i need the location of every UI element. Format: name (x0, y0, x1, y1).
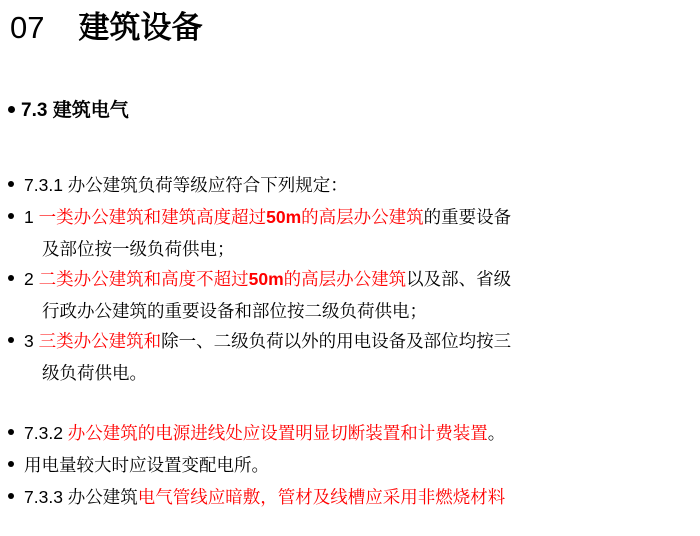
paragraph-spacer (8, 388, 694, 418)
bullet-dot-icon (8, 106, 15, 113)
bullet-dot-icon (8, 429, 14, 435)
section-heading (8, 98, 129, 124)
paragraph-text: 以及部、省级 (406, 269, 512, 289)
paragraph-7-3-2 (8, 418, 694, 448)
bullet-dot-icon (8, 337, 14, 343)
paragraph-item-2 (8, 264, 694, 294)
paragraph-text: 。 (487, 423, 506, 443)
highlight-text: 的高层办公建筑 (301, 207, 424, 227)
highlight-text: 电气管线应暗敷，管材及线槽应采用非燃烧材料 (137, 487, 506, 507)
paragraph-item-1 (8, 202, 694, 232)
bullet-dot-icon (8, 275, 14, 281)
highlight-text: 办公建筑的电源进线处应设置明显切断装置和计费装置 (67, 423, 488, 443)
bullet-dot-icon (8, 213, 14, 219)
bullet-dot-icon (8, 493, 14, 499)
bullet-dot-icon (8, 181, 14, 187)
paragraph-text: 用电量较大时应设置变配电所。 (24, 455, 269, 475)
highlight-text: 一类办公建筑和建筑高度超过 (38, 207, 267, 227)
paragraph-7-3-1 (8, 170, 694, 200)
paragraph-text: 及部位按一级负荷供电； (42, 239, 235, 259)
paragraph-item-3 (8, 326, 694, 356)
body-content (8, 170, 694, 514)
clause-number: 7.3.3 办公建筑 (24, 487, 138, 507)
bullet-dot-icon (8, 461, 14, 467)
highlight-value: 50m (248, 269, 284, 289)
section-heading-label: 7.3 建筑电气 (21, 100, 129, 121)
paragraph-text: 级负荷供电。 (42, 363, 147, 383)
highlight-value: 50m (266, 207, 302, 227)
highlight-text: 三类办公建筑和 (38, 331, 162, 351)
item-number: 1 (24, 207, 39, 227)
clause-number: 7.3.2 (24, 423, 68, 443)
paragraph-item-3-line2 (8, 358, 694, 388)
paragraph-7-3-3 (8, 482, 694, 512)
page-title-number: 07 (10, 10, 45, 45)
paragraph-text: 除一、二级负荷以外的用电设备及部位均按三 (161, 331, 512, 351)
paragraph-item-2-line2 (8, 296, 694, 326)
item-number: 3 (24, 331, 39, 351)
paragraph-item-1-line2 (8, 234, 694, 264)
highlight-text: 的高层办公建筑 (283, 269, 407, 289)
page-title (10, 8, 202, 48)
paragraph-text: 的重要设备 (423, 207, 512, 227)
highlight-text: 二类办公建筑和高度不超过 (38, 269, 249, 289)
paragraph-text: 7.3.1 办公建筑负荷等级应符合下列规定： (24, 175, 348, 195)
page-title-text: 建筑设备 (78, 10, 203, 45)
item-number: 2 (24, 269, 39, 289)
paragraph-7-3-2-line2 (8, 450, 694, 480)
paragraph-text: 行政办公建筑的重要设备和部位按二级负荷供电； (42, 301, 427, 321)
